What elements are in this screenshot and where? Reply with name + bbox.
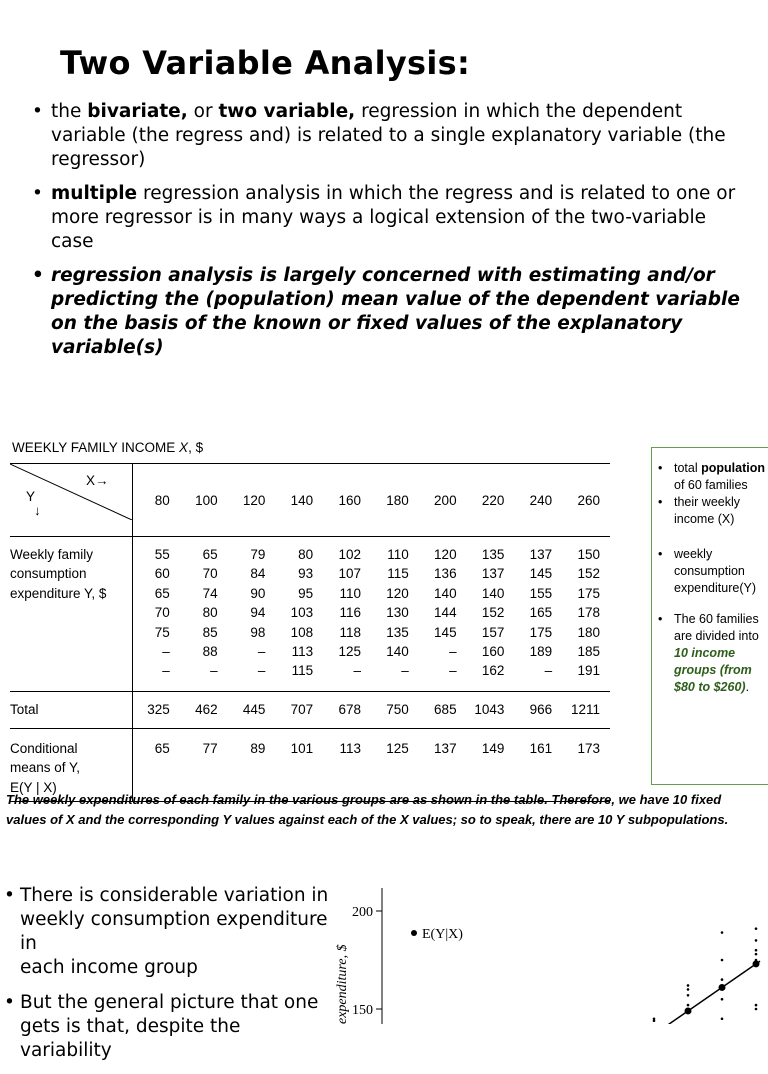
expenditure-cell: 113 [291, 644, 314, 660]
data-point [687, 984, 690, 987]
table-row [10, 642, 610, 661]
data-point [721, 931, 724, 934]
expenditure-cell: – [323, 661, 371, 691]
data-point [687, 988, 690, 991]
row-label [10, 661, 132, 691]
total-cell: 966 [514, 691, 562, 728]
expenditure-cell: 137 [529, 547, 553, 562]
expenditure-cell: – [371, 661, 419, 691]
table-row [10, 584, 610, 603]
expenditure-cell: 152 [577, 566, 600, 582]
slide-title: Two Variable Analysis: [60, 44, 471, 82]
data-point [653, 1018, 656, 1021]
caption-var: X [179, 440, 189, 455]
bullet-regression-analysis: • regression analysis is largely concerned with estimating and/or predicting the (population) mean value of the dependent variable on the basis of the known or fixed values of the explanatory variable(s) [30, 264, 740, 360]
row-label [10, 642, 132, 661]
expenditure-cell: 65 [202, 547, 218, 562]
corner-y-letter: Y [26, 489, 36, 504]
total-cell: 445 [228, 691, 276, 728]
income-header-cell: 140 [275, 464, 323, 537]
expenditure-cell: – [514, 661, 562, 691]
corner-y-arrow: ↓ [34, 503, 41, 518]
data-point [755, 939, 758, 942]
expenditure-cell: 65 [154, 585, 170, 601]
total-cell: 1043 [467, 691, 515, 728]
expenditure-cell: 165 [529, 605, 553, 621]
expenditure-cell: 191 [562, 661, 610, 691]
total-label: Total [10, 691, 132, 728]
y-axis-label: expenditure, $ [335, 944, 350, 1024]
conditional-mean-cell: 149 [467, 728, 515, 801]
mean-line [570, 961, 760, 1024]
expenditure-cell: 79 [250, 547, 266, 562]
expenditure-cell: 93 [298, 566, 314, 582]
expenditure-cell: 88 [202, 644, 218, 660]
conditional-mean-cell: 101 [275, 728, 323, 801]
expenditure-cell: – [257, 644, 266, 660]
expenditure-cell: 125 [338, 644, 361, 660]
expenditure-cell: 175 [529, 624, 553, 640]
total-cell: 462 [180, 691, 228, 728]
row-label [10, 623, 132, 642]
expenditure-cell: 80 [202, 605, 218, 621]
note-text: The 60 families are divided into [674, 612, 759, 643]
note-text: of 60 families [674, 478, 748, 492]
total-cell: 750 [371, 691, 419, 728]
income-header-cell: 160 [323, 464, 371, 537]
income-header-cell: 100 [180, 464, 228, 537]
table-row [10, 623, 610, 642]
expenditure-cell: – [162, 644, 170, 660]
expenditure-cell: 118 [339, 624, 361, 640]
expenditure-cell: 107 [338, 566, 361, 582]
total-row [10, 691, 610, 728]
conditional-mean-cell: 65 [132, 728, 180, 801]
expenditure-cell: 162 [467, 661, 515, 691]
table-row [10, 603, 610, 622]
expenditure-cell: 108 [290, 624, 314, 640]
bullet-multiple [30, 182, 740, 254]
income-header-cell: 180 [371, 464, 419, 537]
conditional-mean-point [753, 960, 760, 967]
income-expenditure-table [10, 463, 610, 802]
expenditure-cell: 75 [154, 624, 170, 640]
expenditure-cell: 80 [298, 547, 314, 562]
table-row [10, 661, 610, 691]
expenditure-cell: 103 [290, 605, 314, 621]
expenditure-cell: – [419, 661, 467, 691]
income-header-cell: 260 [562, 464, 610, 537]
total-cell: 1211 [562, 691, 610, 728]
data-point [755, 949, 758, 952]
expenditure-cell: 189 [529, 644, 553, 660]
expenditure-cell: 95 [298, 585, 314, 601]
data-point [721, 1018, 724, 1021]
conditional-mean-cell: 113 [323, 728, 371, 801]
expenditure-cell: 145 [529, 566, 553, 582]
bullet-list [30, 100, 740, 370]
expenditure-cell: 115 [387, 566, 409, 582]
note-bold: population [701, 461, 765, 475]
expenditure-cell: 60 [154, 566, 170, 582]
expenditure-cell: 116 [339, 605, 361, 621]
expenditure-cell: 55 [154, 547, 170, 562]
data-point [721, 978, 724, 981]
expenditure-cell: 94 [250, 605, 266, 621]
corner-x-label: X→ [86, 473, 109, 488]
expenditure-cell: 136 [434, 566, 457, 582]
bullet-text: the [51, 101, 88, 122]
expenditure-cell: 150 [577, 547, 600, 562]
conditional-mean-cell: 77 [180, 728, 228, 801]
expenditure-cell: 144 [434, 605, 457, 621]
bullet-bold: two variable, [218, 101, 356, 122]
caption-unit: , $ [188, 440, 204, 455]
expenditure-cell: 130 [386, 605, 409, 621]
conditional-means-label: Conditional means of Y, E(Y | X) [10, 728, 132, 801]
conditional-mean-point [719, 984, 726, 991]
legend-marker [411, 930, 417, 936]
data-point [687, 994, 690, 997]
note-groups [652, 611, 768, 696]
expenditure-cell: 115 [275, 661, 323, 691]
income-header-cell: 200 [419, 464, 467, 537]
expenditure-cell: 145 [434, 624, 457, 640]
income-header-cell: 240 [514, 464, 562, 537]
data-point [755, 1004, 758, 1007]
expenditure-cell: 160 [481, 644, 505, 660]
note-text: . [745, 680, 750, 694]
note-expenditure: • weekly consumption expenditure(Y) [652, 546, 768, 597]
table-row [10, 564, 610, 583]
legend-label: E(Y|X) [422, 927, 463, 942]
expenditure-cell: 135 [386, 624, 409, 640]
expenditure-cell: – [228, 661, 276, 691]
income-header-cell: 220 [467, 464, 515, 537]
note-green: 10 income groups (from $80 to $260) [674, 646, 752, 694]
data-point [721, 959, 724, 962]
row-label [10, 603, 132, 622]
expenditure-cell: 120 [434, 547, 457, 562]
expenditure-cell: 152 [481, 605, 505, 621]
table-corner [10, 464, 132, 537]
expenditure-cell: 180 [577, 624, 600, 640]
y-tick-label: 200 [352, 905, 373, 920]
bullet-variation: • There is considerable variation in weekly consumption expenditure in each income group [2, 884, 332, 980]
conditional-mean-cell: 89 [228, 728, 276, 801]
expenditure-cell: 175 [577, 585, 600, 601]
bullet-general-picture: • But the general picture that one gets is that, despite the variability [2, 991, 332, 1063]
conditional-mean-point [685, 1007, 692, 1014]
bullet-bold: bivariate, [87, 101, 188, 122]
note-text: total [674, 461, 702, 475]
expenditure-cell: 120 [386, 585, 409, 601]
expenditure-cell: 178 [577, 605, 600, 621]
expenditure-cell: 70 [154, 605, 170, 621]
expenditure-cell: 185 [577, 644, 600, 660]
bullet-text: or [187, 101, 219, 122]
expenditure-cell: 110 [339, 585, 361, 601]
expenditure-cell: 140 [481, 585, 505, 601]
expenditure-cell: 157 [481, 624, 505, 640]
expenditure-cell: 137 [481, 566, 505, 582]
expenditure-cell: 155 [529, 585, 553, 601]
total-cell: 685 [419, 691, 467, 728]
expenditure-cell: – [132, 661, 180, 691]
row-label: Weekly family [10, 537, 132, 565]
data-point [755, 1008, 758, 1011]
table-explanation: The weekly expenditures of each family in the various groups are as shown in the table. Therefore, we have 10 fixed values of X and the corresponding Y values against each of the X values; so to speak, there are 10 Y subpopulations. [6, 792, 729, 827]
table-caption [12, 440, 203, 455]
data-point [755, 953, 758, 956]
income-header-cell: 120 [228, 464, 276, 537]
table-row [10, 537, 610, 565]
data-point [721, 998, 724, 1001]
data-point [687, 1004, 690, 1007]
expenditure-cell: 85 [202, 624, 218, 640]
bullet-bivariate [30, 100, 740, 172]
expenditure-cell: 140 [434, 585, 457, 601]
conditional-mean-cell: 161 [514, 728, 562, 801]
note-income: • their weekly income (X) [652, 494, 768, 528]
bullet-bold: multiple [51, 183, 138, 204]
expenditure-cell: 90 [250, 585, 266, 601]
income-header-cell: 80 [132, 464, 180, 537]
conditional-mean-cell: 125 [371, 728, 419, 801]
row-label: consumption [10, 564, 132, 583]
expenditure-cell: – [449, 644, 457, 660]
bullet-text: regression analysis in which the regress and is related to one or more regressor is in many ways a logical extension of the two-variable case [51, 183, 736, 252]
expenditure-cell: 110 [387, 547, 409, 562]
expenditure-cell: 140 [386, 644, 409, 660]
expenditure-cell: 74 [202, 585, 218, 601]
expenditure-cell: 70 [202, 566, 218, 582]
expenditure-cell: 84 [250, 566, 266, 582]
note-population [652, 460, 768, 494]
bullet-text: regression in which the dependent variable (the regress and) is related to a single explanatory variable (the regressor) [51, 101, 726, 170]
corner-y-label [26, 490, 41, 518]
expenditure-cell: 135 [481, 547, 505, 562]
total-cell: 707 [275, 691, 323, 728]
expenditure-cell: 98 [250, 624, 266, 640]
conditional-mean-cell: 137 [419, 728, 467, 801]
expenditure-cell: – [180, 661, 228, 691]
data-point [755, 927, 758, 930]
scatter-chart [330, 880, 768, 1024]
notes-box [651, 447, 768, 785]
total-cell: 678 [323, 691, 371, 728]
expenditure-cell: 102 [338, 547, 361, 562]
caption-text: WEEKLY FAMILY INCOME [12, 440, 180, 455]
conditional-mean-cell: 173 [562, 728, 610, 801]
total-cell: 325 [132, 691, 180, 728]
bullet-list-lower [2, 884, 332, 1074]
row-label: expenditure Y, $ [10, 584, 132, 603]
y-tick-label: 150 [352, 1003, 373, 1018]
